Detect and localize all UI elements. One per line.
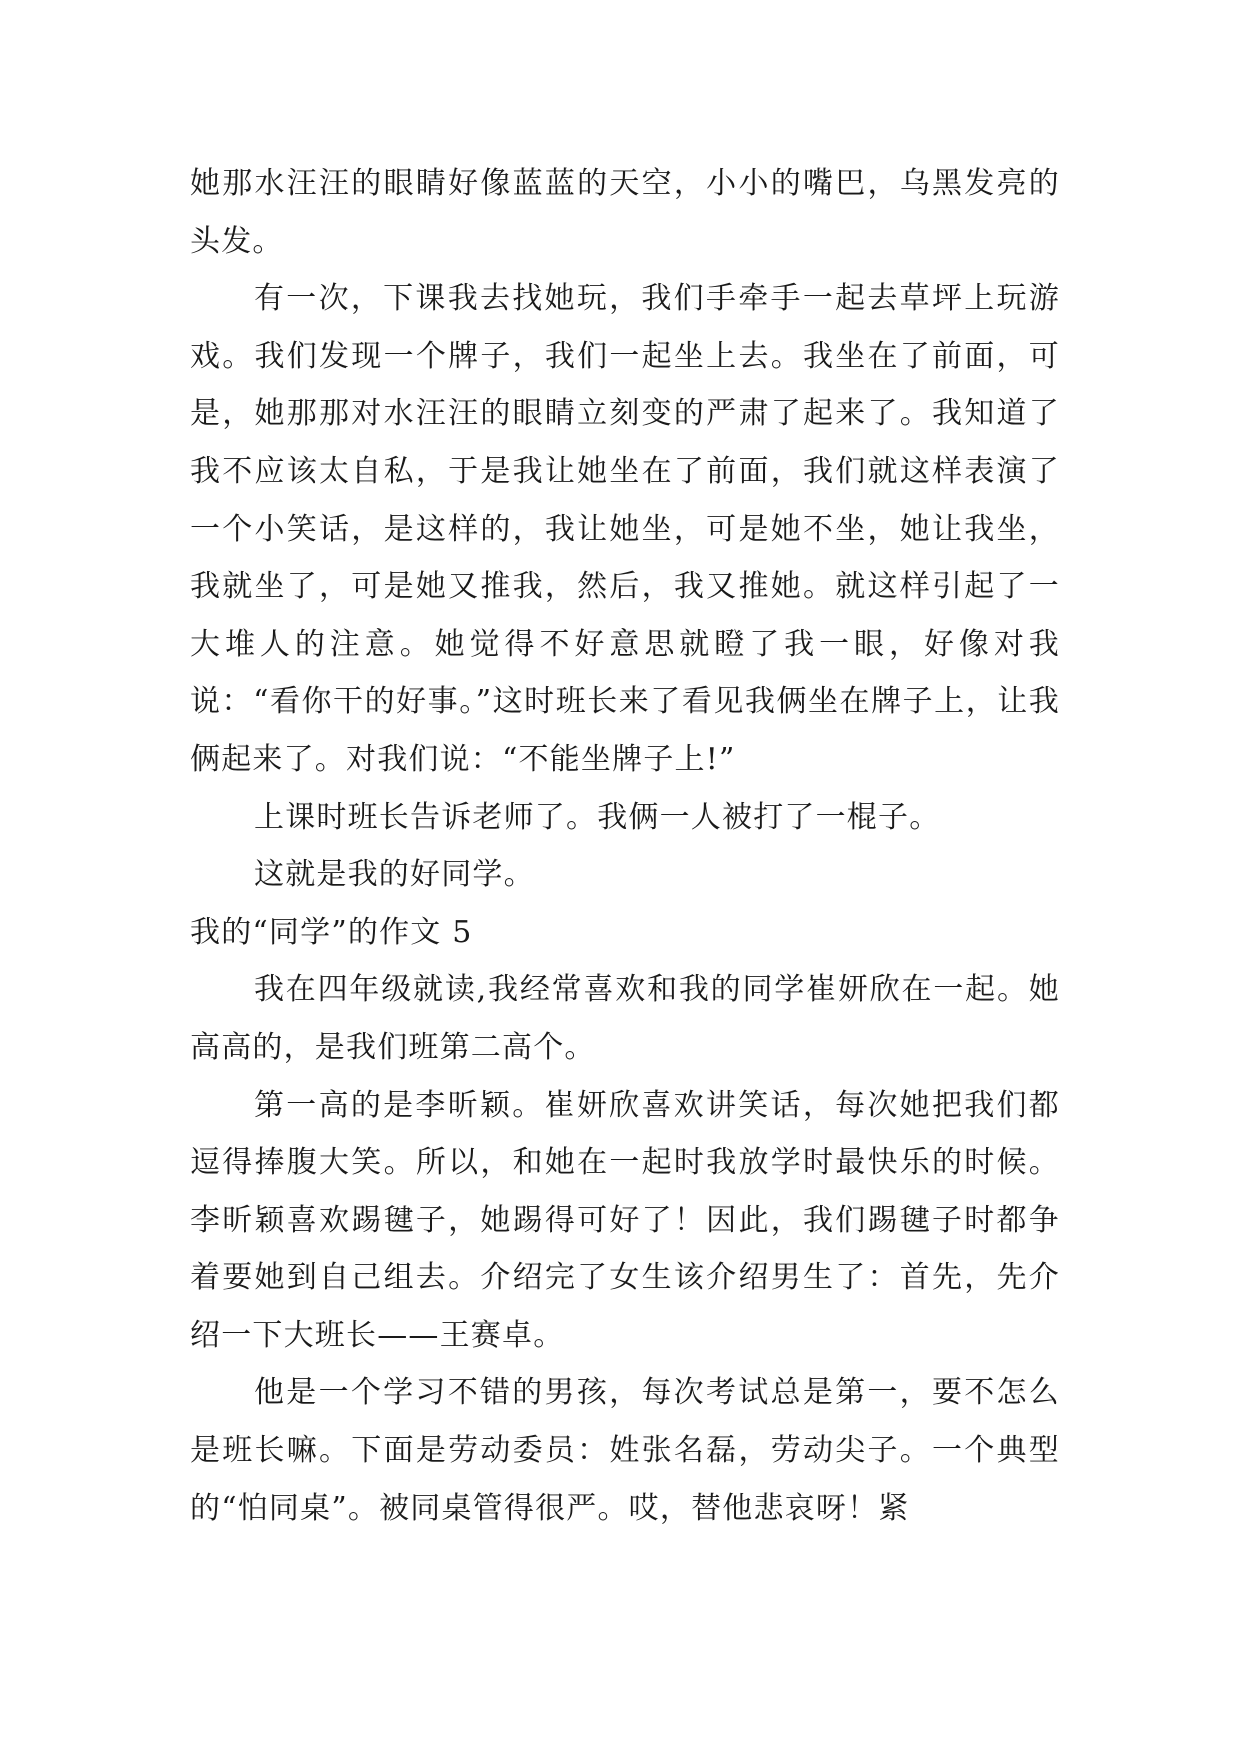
- section-heading: 我的“同学”的作文 5: [190, 914, 473, 950]
- paragraph: 上课时班长告诉老师了。我俩一人被打了一棍子。: [254, 799, 941, 835]
- paragraph: 她那水汪汪的眼睛好像蓝蓝的天空，小小的嘴巴，乌黑发亮的头发。: [190, 166, 1060, 259]
- paragraph: 我在四年级就读,我经常喜欢和我的同学崔妍欣在一起。她高高的，是我们班第二高个。: [190, 972, 1060, 1065]
- paragraph: 这就是我的好同学。: [254, 857, 535, 893]
- paragraph: 有一次，下课我去找她玩，我们手牵手一起去草坪上玩游戏。我们发现一个牌子，我们一起坐上去。我坐在了前面，可是，她那那对水汪汪的眼睛立刻变的严肃了起来了。我知道了我不应该太自私，于是我让她坐在了前面，我们就这样表演了一个小笑话，是这样的，我让她坐，可是她不坐，她让我坐，我就坐了，可是她又推我，然后，我又推她。就这样引起了一大堆人的注意。她觉得不好意思就瞪了我一眼，好像对我说：“看你干的好事。”这时班长来了看见我俩坐在牌子上，让我俩起来了。对我们说：“不能坐牌子上!”: [190, 281, 1060, 777]
- paragraph: 他是一个学习不错的男孩，每次考试总是第一，要不怎么是班长嘛。下面是劳动委员：姓张名磊，劳动尖子。一个典型的“怕同桌”。被同桌管得很严。哎，替他悲哀呀！紧: [190, 1375, 1060, 1526]
- paragraph: 第一高的是李昕颖。崔妍欣喜欢讲笑话，每次她把我们都逗得捧腹大笑。所以，和她在一起时我放学时最快乐的时候。李昕颖喜欢踢毽子，她踢得可好了！因此，我们踢毽子时都争着要她到自己组去。介绍完了女生该介绍男生了：首先，先介绍一下大班长——王赛卓。: [190, 1087, 1060, 1353]
- document-body: [190, 155, 1060, 1537]
